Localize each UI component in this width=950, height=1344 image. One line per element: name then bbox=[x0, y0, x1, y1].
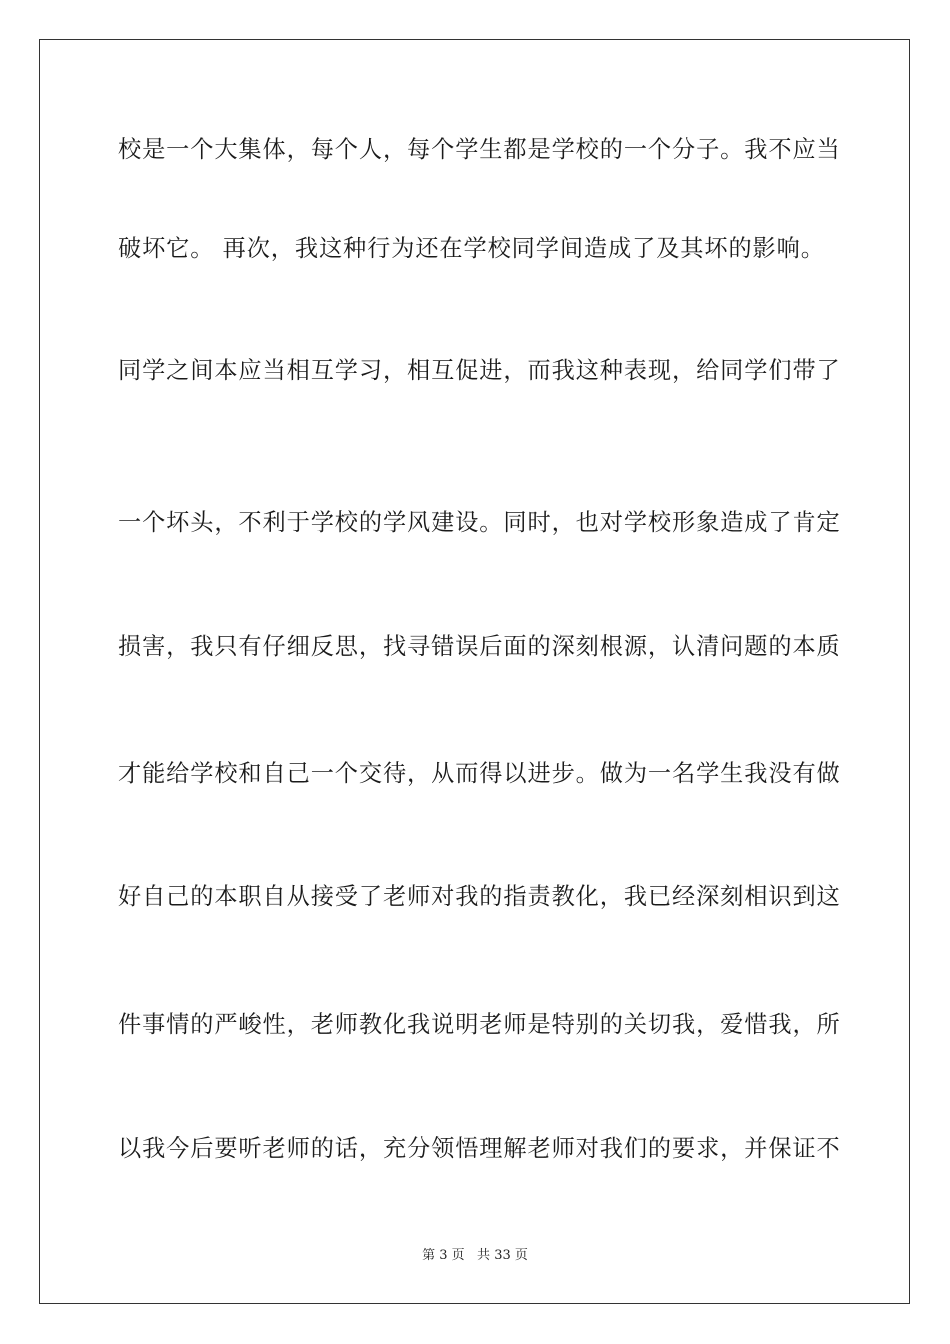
body-text-line: 损害，我只有仔细反思，找寻错误后面的深刻根源，认清问题的本质 bbox=[118, 633, 841, 660]
page-border bbox=[39, 39, 910, 1304]
body-text-line: 好自己的本职自从接受了老师对我的指责教化，我已经深刻相识到这 bbox=[118, 883, 841, 910]
body-text-line: 校是一个大集体，每个人，每个学生都是学校的一个分子。我不应当 bbox=[118, 136, 841, 163]
body-text-line: 同学之间本应当相互学习，相互促进，而我这种表现，给同学们带了 bbox=[118, 357, 841, 384]
page-number-footer: 第 3 页 共 33 页 bbox=[422, 1248, 528, 1263]
body-text-line: 破坏它。 再次，我这种行为还在学校同学间造成了及其坏的影响。 bbox=[118, 235, 825, 262]
body-text-line: 一个坏头，不利于学校的学风建设。同时，也对学校形象造成了肯定 bbox=[118, 509, 841, 536]
body-text-line: 以我今后要听老师的话，充分领悟理解老师对我们的要求，并保证不 bbox=[118, 1135, 841, 1162]
body-text-line: 才能给学校和自己一个交待，从而得以进步。做为一名学生我没有做 bbox=[118, 760, 841, 787]
body-text-line: 件事情的严峻性，老师教化我说明老师是特别的关切我，爱惜我，所 bbox=[118, 1011, 841, 1038]
